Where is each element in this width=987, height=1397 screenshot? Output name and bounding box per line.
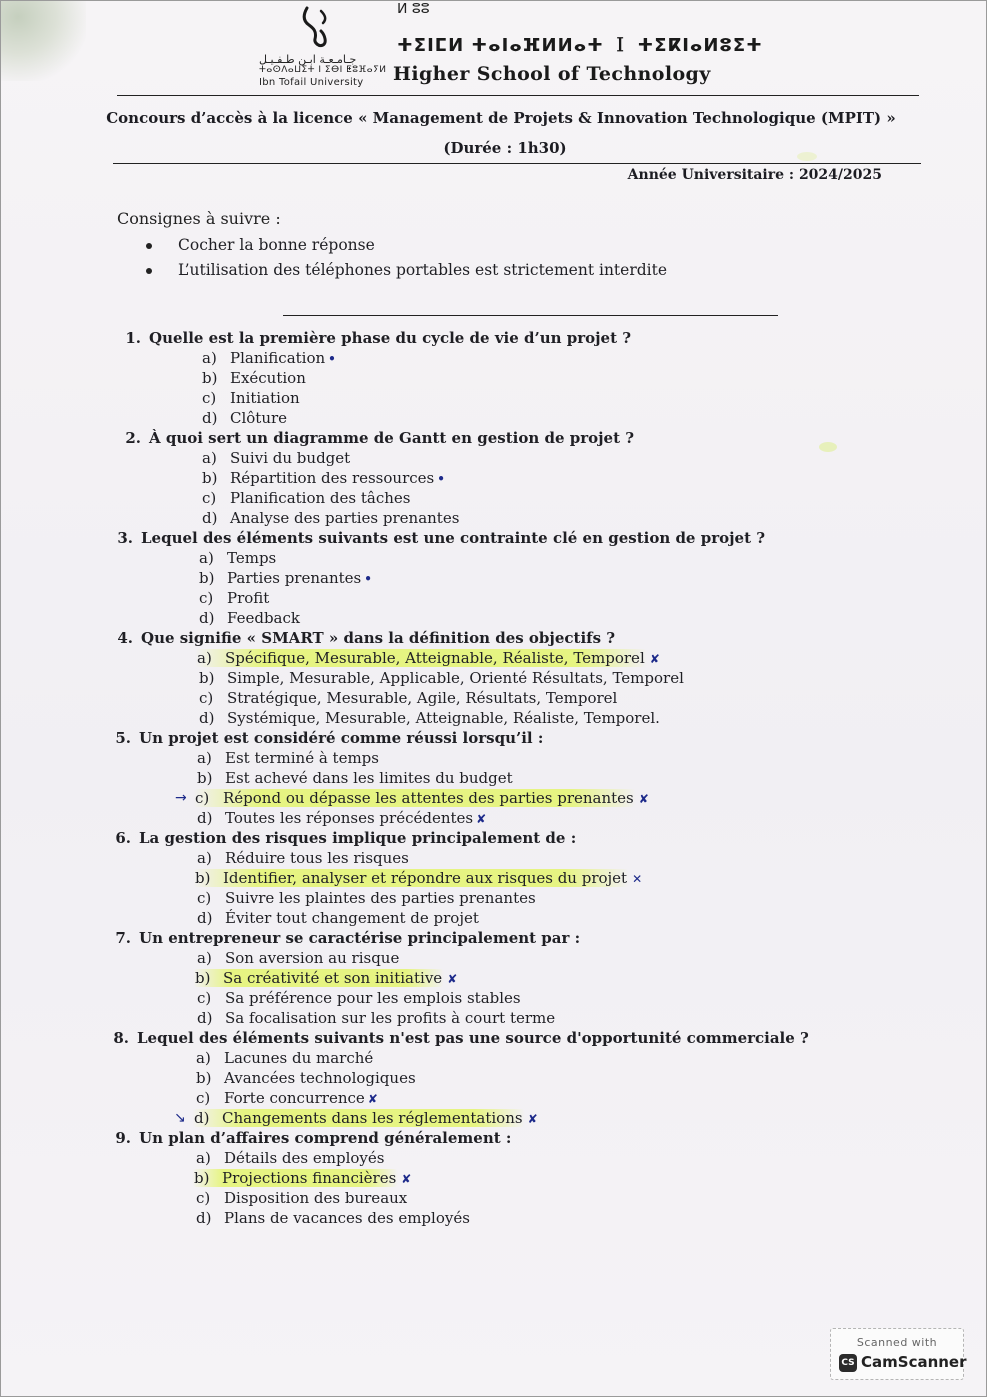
option-letter: a): [196, 1149, 211, 1167]
answer-option-c[interactable]: [199, 588, 987, 608]
answer-content: [196, 1149, 384, 1167]
option-text: Systémique, Mesurable, Atteignable, Réaliste, Temporel.: [227, 709, 660, 727]
option-letter: c): [196, 1189, 211, 1207]
handwritten-arrow-icon: ↘: [174, 1110, 186, 1126]
university-logo-icon: [299, 5, 337, 49]
option-text: Sa préférence pour les emplois stables: [225, 989, 521, 1007]
handwritten-check-mark-icon: ✘: [401, 1172, 412, 1186]
answer-content: [202, 449, 350, 467]
question-number: 3.: [117, 529, 133, 547]
handwritten-check-mark-icon: ✘: [447, 972, 458, 986]
answer-content: [199, 689, 617, 707]
question-title: [111, 328, 987, 348]
option-letter: c): [202, 389, 217, 407]
answer-content: [202, 369, 306, 387]
answer-option-b[interactable]: [197, 968, 987, 988]
exam-duration: (Durée : 1h30): [443, 139, 567, 157]
instructions-rule: [283, 315, 778, 316]
option-letter: c): [195, 789, 210, 807]
question-9: [1, 1128, 987, 1228]
option-text: Spécifique, Mesurable, Atteignable, Réaliste, Temporel: [225, 649, 645, 667]
option-text: Changements dans les réglementations: [222, 1109, 523, 1127]
answer-option-c[interactable]: [196, 1188, 987, 1208]
answer-option-a[interactable]: [196, 1148, 987, 1168]
option-text: Suivi du budget: [230, 449, 351, 467]
answer-option-c[interactable]: [197, 988, 987, 1008]
answer-content: [199, 709, 660, 727]
option-letter: b): [197, 769, 213, 787]
answer-option-b[interactable]: [196, 1168, 987, 1188]
answer-option-b[interactable]: [199, 568, 987, 588]
question-title: [103, 628, 987, 648]
question-number: 6.: [115, 829, 131, 847]
answer-option-b[interactable]: [202, 368, 987, 388]
answer-option-c[interactable]: [175, 788, 987, 808]
answer-content: [197, 949, 399, 967]
answer-option-a[interactable]: [197, 748, 987, 768]
answer-content: [197, 809, 473, 827]
question-text: Un projet est considéré comme réussi lorsqu’il :: [139, 729, 544, 747]
school-name: Higher School of Technology: [393, 63, 711, 85]
question-4: [1, 628, 987, 728]
option-text: Analyse des parties prenantes: [230, 509, 460, 527]
answer-content: [196, 1209, 470, 1227]
option-text: Répond ou dépasse les attentes des parties prenantes: [223, 789, 634, 807]
option-letter: a): [196, 1049, 211, 1067]
answer-option-b[interactable]: [197, 768, 987, 788]
handwritten-check-mark-icon: •: [364, 572, 372, 586]
university-name-latin: Ibn Tofail University: [259, 77, 364, 88]
option-letter: d): [197, 909, 213, 927]
answer-content: [202, 409, 287, 427]
option-text: Son aversion au risque: [225, 949, 400, 967]
option-letter: a): [197, 949, 212, 967]
option-text: Réduire tous les risques: [225, 849, 409, 867]
academic-year: Année Universitaire : 2024/2025: [627, 167, 882, 183]
instructions-heading: Consignes à suivre :: [117, 209, 281, 228]
highlighted-answer: [192, 1109, 525, 1127]
answer-content: [199, 569, 361, 587]
answer-option-d[interactable]: [202, 508, 987, 528]
answer-option-a[interactable]: [196, 1048, 987, 1068]
option-letter: d): [197, 1009, 213, 1027]
question-2: [1, 428, 987, 528]
answer-option-c[interactable]: [197, 888, 987, 908]
scanned-with-label: Scanned with: [856, 1336, 938, 1349]
answer-option-d[interactable]: [197, 1008, 987, 1028]
answer-content: [197, 749, 379, 767]
answer-option-b[interactable]: [202, 468, 987, 488]
option-text: Avancées technologiques: [224, 1069, 416, 1087]
option-letter: a): [197, 749, 212, 767]
answer-option-a[interactable]: [199, 548, 987, 568]
highlighter-stain: [819, 442, 837, 452]
question-number: 9.: [115, 1129, 131, 1147]
option-letter: b): [194, 1169, 210, 1187]
camscanner-watermark: [830, 1328, 967, 1380]
question-6: [1, 828, 987, 928]
option-letter: a): [197, 849, 212, 867]
answer-content: [197, 889, 536, 907]
option-text: Projections financières: [222, 1169, 397, 1187]
question-text: Que signifie « SMART » dans la définition des objectifs ?: [141, 629, 616, 647]
option-text: Détails des employés: [224, 1149, 385, 1167]
handwritten-check-mark-icon: ✘: [638, 792, 649, 806]
answer-content: [199, 609, 300, 627]
answer-option-a[interactable]: [197, 848, 987, 868]
answer-content: [197, 849, 409, 867]
question-number: 2.: [125, 429, 141, 447]
question-number: 8.: [113, 1029, 129, 1047]
highlighted-answer: [193, 969, 444, 987]
option-text: Profit: [227, 589, 270, 607]
option-text: Planification: [230, 349, 326, 367]
bullet-icon: [146, 268, 152, 274]
answer-option-b[interactable]: [196, 1068, 987, 1088]
questions-list: [1, 328, 987, 1228]
handwritten-check-mark-icon: •: [328, 352, 336, 366]
option-letter: a): [197, 649, 212, 667]
option-letter: b): [195, 869, 211, 887]
handwritten-check-mark-icon: ✘: [476, 812, 487, 826]
option-letter: c): [197, 889, 212, 907]
question-title: [101, 728, 987, 748]
question-title: [101, 928, 987, 948]
handwritten-check-mark-icon: •: [437, 472, 445, 486]
answer-option-b[interactable]: [199, 668, 987, 688]
answer-content: [197, 989, 521, 1007]
answer-content: [196, 1089, 365, 1107]
option-text: Sa créativité et son initiative: [223, 969, 443, 987]
bullet-icon: [146, 243, 152, 249]
answer-option-b[interactable]: [197, 868, 987, 888]
option-letter: c): [199, 689, 214, 707]
handwritten-check-mark-icon: ✘: [527, 1112, 538, 1126]
answer-content: [202, 349, 325, 367]
answer-option-c[interactable]: [202, 488, 987, 508]
answer-content: [199, 669, 684, 687]
university-name-arabic: جـامـعـة ابـن طـفـيـل: [259, 53, 357, 66]
question-5: [1, 728, 987, 828]
option-text: Exécution: [230, 369, 306, 387]
option-letter: a): [199, 549, 214, 567]
instructions-list: [146, 233, 667, 283]
option-text: Forte concurrence: [224, 1089, 365, 1107]
answer-option-a[interactable]: [202, 448, 987, 468]
option-text: Simple, Mesurable, Applicable, Orienté Résultats, Temporel: [227, 669, 684, 687]
instruction-item: Cocher la bonne réponse: [146, 233, 667, 258]
answer-option-d[interactable]: [174, 1108, 987, 1128]
answer-content: [196, 1189, 407, 1207]
option-letter: a): [202, 449, 217, 467]
option-letter: c): [202, 489, 217, 507]
instruction-item: L’utilisation des téléphones portables est strictement interdite: [146, 258, 667, 283]
option-text: Répartition des ressources: [230, 469, 435, 487]
question-number: 5.: [115, 729, 131, 747]
option-text: Éviter tout changement de projet: [225, 909, 479, 927]
question-title: [111, 428, 987, 448]
question-text: Quelle est la première phase du cycle de vie d’un projet ?: [149, 329, 632, 347]
question-1: [1, 328, 987, 428]
question-7: [1, 928, 987, 1028]
option-letter: d): [199, 609, 215, 627]
option-text: Lacunes du marché: [224, 1049, 374, 1067]
answer-option-d[interactable]: [199, 708, 987, 728]
university-name-tifinagh: ⵜⴰⵙⴷⴰⵡⵉⵜ ⵏ ⵉⴱⵏ ⵟⵓⴼⴰⵢⵍ: [259, 65, 387, 75]
question-text: Lequel des éléments suivants n'est pas une source d'opportunité commerciale ?: [137, 1029, 809, 1047]
option-letter: d): [202, 509, 218, 527]
question-title: [103, 528, 987, 548]
option-text: Clôture: [230, 409, 288, 427]
highlighted-answer: [193, 789, 636, 807]
answer-option-a[interactable]: [199, 648, 987, 668]
option-letter: c): [196, 1089, 211, 1107]
camscanner-logo-icon: CS: [839, 1354, 857, 1372]
option-text: Sa focalisation sur les profits à court terme: [225, 1009, 556, 1027]
answer-content: [199, 589, 269, 607]
handwritten-check-mark-icon: ✘: [649, 652, 660, 666]
option-letter: d): [197, 809, 213, 827]
answer-content: [199, 549, 276, 567]
answer-option-a[interactable]: [197, 948, 987, 968]
option-letter: b): [202, 369, 218, 387]
option-text: Stratégique, Mesurable, Agile, Résultats, Temporel: [227, 689, 618, 707]
option-text: Disposition des bureaux: [224, 1189, 408, 1207]
highlighter-stain: [797, 152, 817, 161]
answer-content: [202, 489, 410, 507]
answer-option-a[interactable]: [202, 348, 987, 368]
question-3: [1, 528, 987, 628]
option-letter: d): [196, 1209, 212, 1227]
answer-option-d[interactable]: [202, 408, 987, 428]
title-rule: [113, 163, 921, 164]
handwritten-arrow-icon: →: [175, 790, 187, 806]
question-number: 1.: [125, 329, 141, 347]
option-letter: b): [195, 969, 211, 987]
answer-content: [202, 509, 459, 527]
answer-option-d[interactable]: [196, 1208, 987, 1228]
option-letter: c): [197, 989, 212, 1007]
cropped-header-text: ⵍ ⵓⵓ: [397, 1, 430, 17]
option-letter: b): [199, 569, 215, 587]
answer-content: [196, 1069, 416, 1087]
answer-content: [197, 1009, 555, 1027]
question-title: [99, 1028, 987, 1048]
highlighted-answer: [195, 649, 647, 667]
option-letter: d): [202, 409, 218, 427]
question-number: 4.: [117, 629, 133, 647]
exam-title: Concours d’accès à la licence « Management de Projets & Innovation Technologique (MPIT) »: [106, 109, 896, 127]
corner-smudge: [1, 1, 86, 81]
question-text: La gestion des risques implique principalement de :: [139, 829, 577, 847]
answer-option-c[interactable]: [196, 1088, 987, 1108]
option-letter: d): [194, 1109, 210, 1127]
option-letter: d): [199, 709, 215, 727]
option-text: Planification des tâches: [230, 489, 411, 507]
option-text: Est achevé dans les limites du budget: [225, 769, 513, 787]
highlighted-answer: [192, 1169, 398, 1187]
answer-option-d[interactable]: [197, 808, 987, 828]
option-text: Suivre les plaintes des parties prenantes: [225, 889, 536, 907]
option-text: Parties prenantes: [227, 569, 362, 587]
option-text: Plans de vacances des employés: [224, 1209, 470, 1227]
option-text: Initiation: [230, 389, 300, 407]
option-text: Identifier, analyser et répondre aux risques du projet: [223, 869, 628, 887]
answer-content: [196, 1049, 373, 1067]
camscanner-app-name: CamScanner: [861, 1353, 967, 1371]
question-title: [101, 1128, 987, 1148]
header-rule: [117, 95, 919, 96]
option-text: Feedback: [227, 609, 300, 627]
highlighted-answer: [193, 869, 629, 887]
question-text: À quoi sert un diagramme de Gantt en gestion de projet ?: [149, 429, 635, 447]
option-letter: b): [202, 469, 218, 487]
handwritten-check-mark-icon: ✘: [367, 1092, 378, 1106]
handwritten-check-mark-icon: ✕: [632, 872, 643, 886]
option-letter: c): [199, 589, 214, 607]
answer-option-d[interactable]: [197, 908, 987, 928]
school-name-tifinagh: ⵜⵉⵏⵎⵍ ⵜⴰⵏⴰⴼⵍⵍⴰⵜ Ｉ ⵜⵉⴽⵏⴰⵍⵓⵉⵜ: [397, 35, 763, 56]
question-title: [101, 828, 987, 848]
answer-content: [202, 469, 434, 487]
question-text: Lequel des éléments suivants est une contrainte clé en gestion de projet ?: [141, 529, 766, 547]
answer-content: [197, 909, 479, 927]
answer-option-c[interactable]: [202, 388, 987, 408]
answer-option-c[interactable]: [199, 688, 987, 708]
option-letter: b): [196, 1069, 212, 1087]
question-8: [1, 1028, 987, 1128]
answer-content: [197, 769, 513, 787]
answer-option-d[interactable]: [199, 608, 987, 628]
option-letter: b): [199, 669, 215, 687]
question-text: Un plan d’affaires comprend généralement :: [139, 1129, 512, 1147]
question-number: 7.: [115, 929, 131, 947]
option-text: Est terminé à temps: [225, 749, 379, 767]
question-text: Un entrepreneur se caractérise principalement par :: [139, 929, 581, 947]
option-text: Toutes les réponses précédentes: [225, 809, 474, 827]
option-letter: a): [202, 349, 217, 367]
option-text: Temps: [227, 549, 277, 567]
answer-content: [202, 389, 300, 407]
